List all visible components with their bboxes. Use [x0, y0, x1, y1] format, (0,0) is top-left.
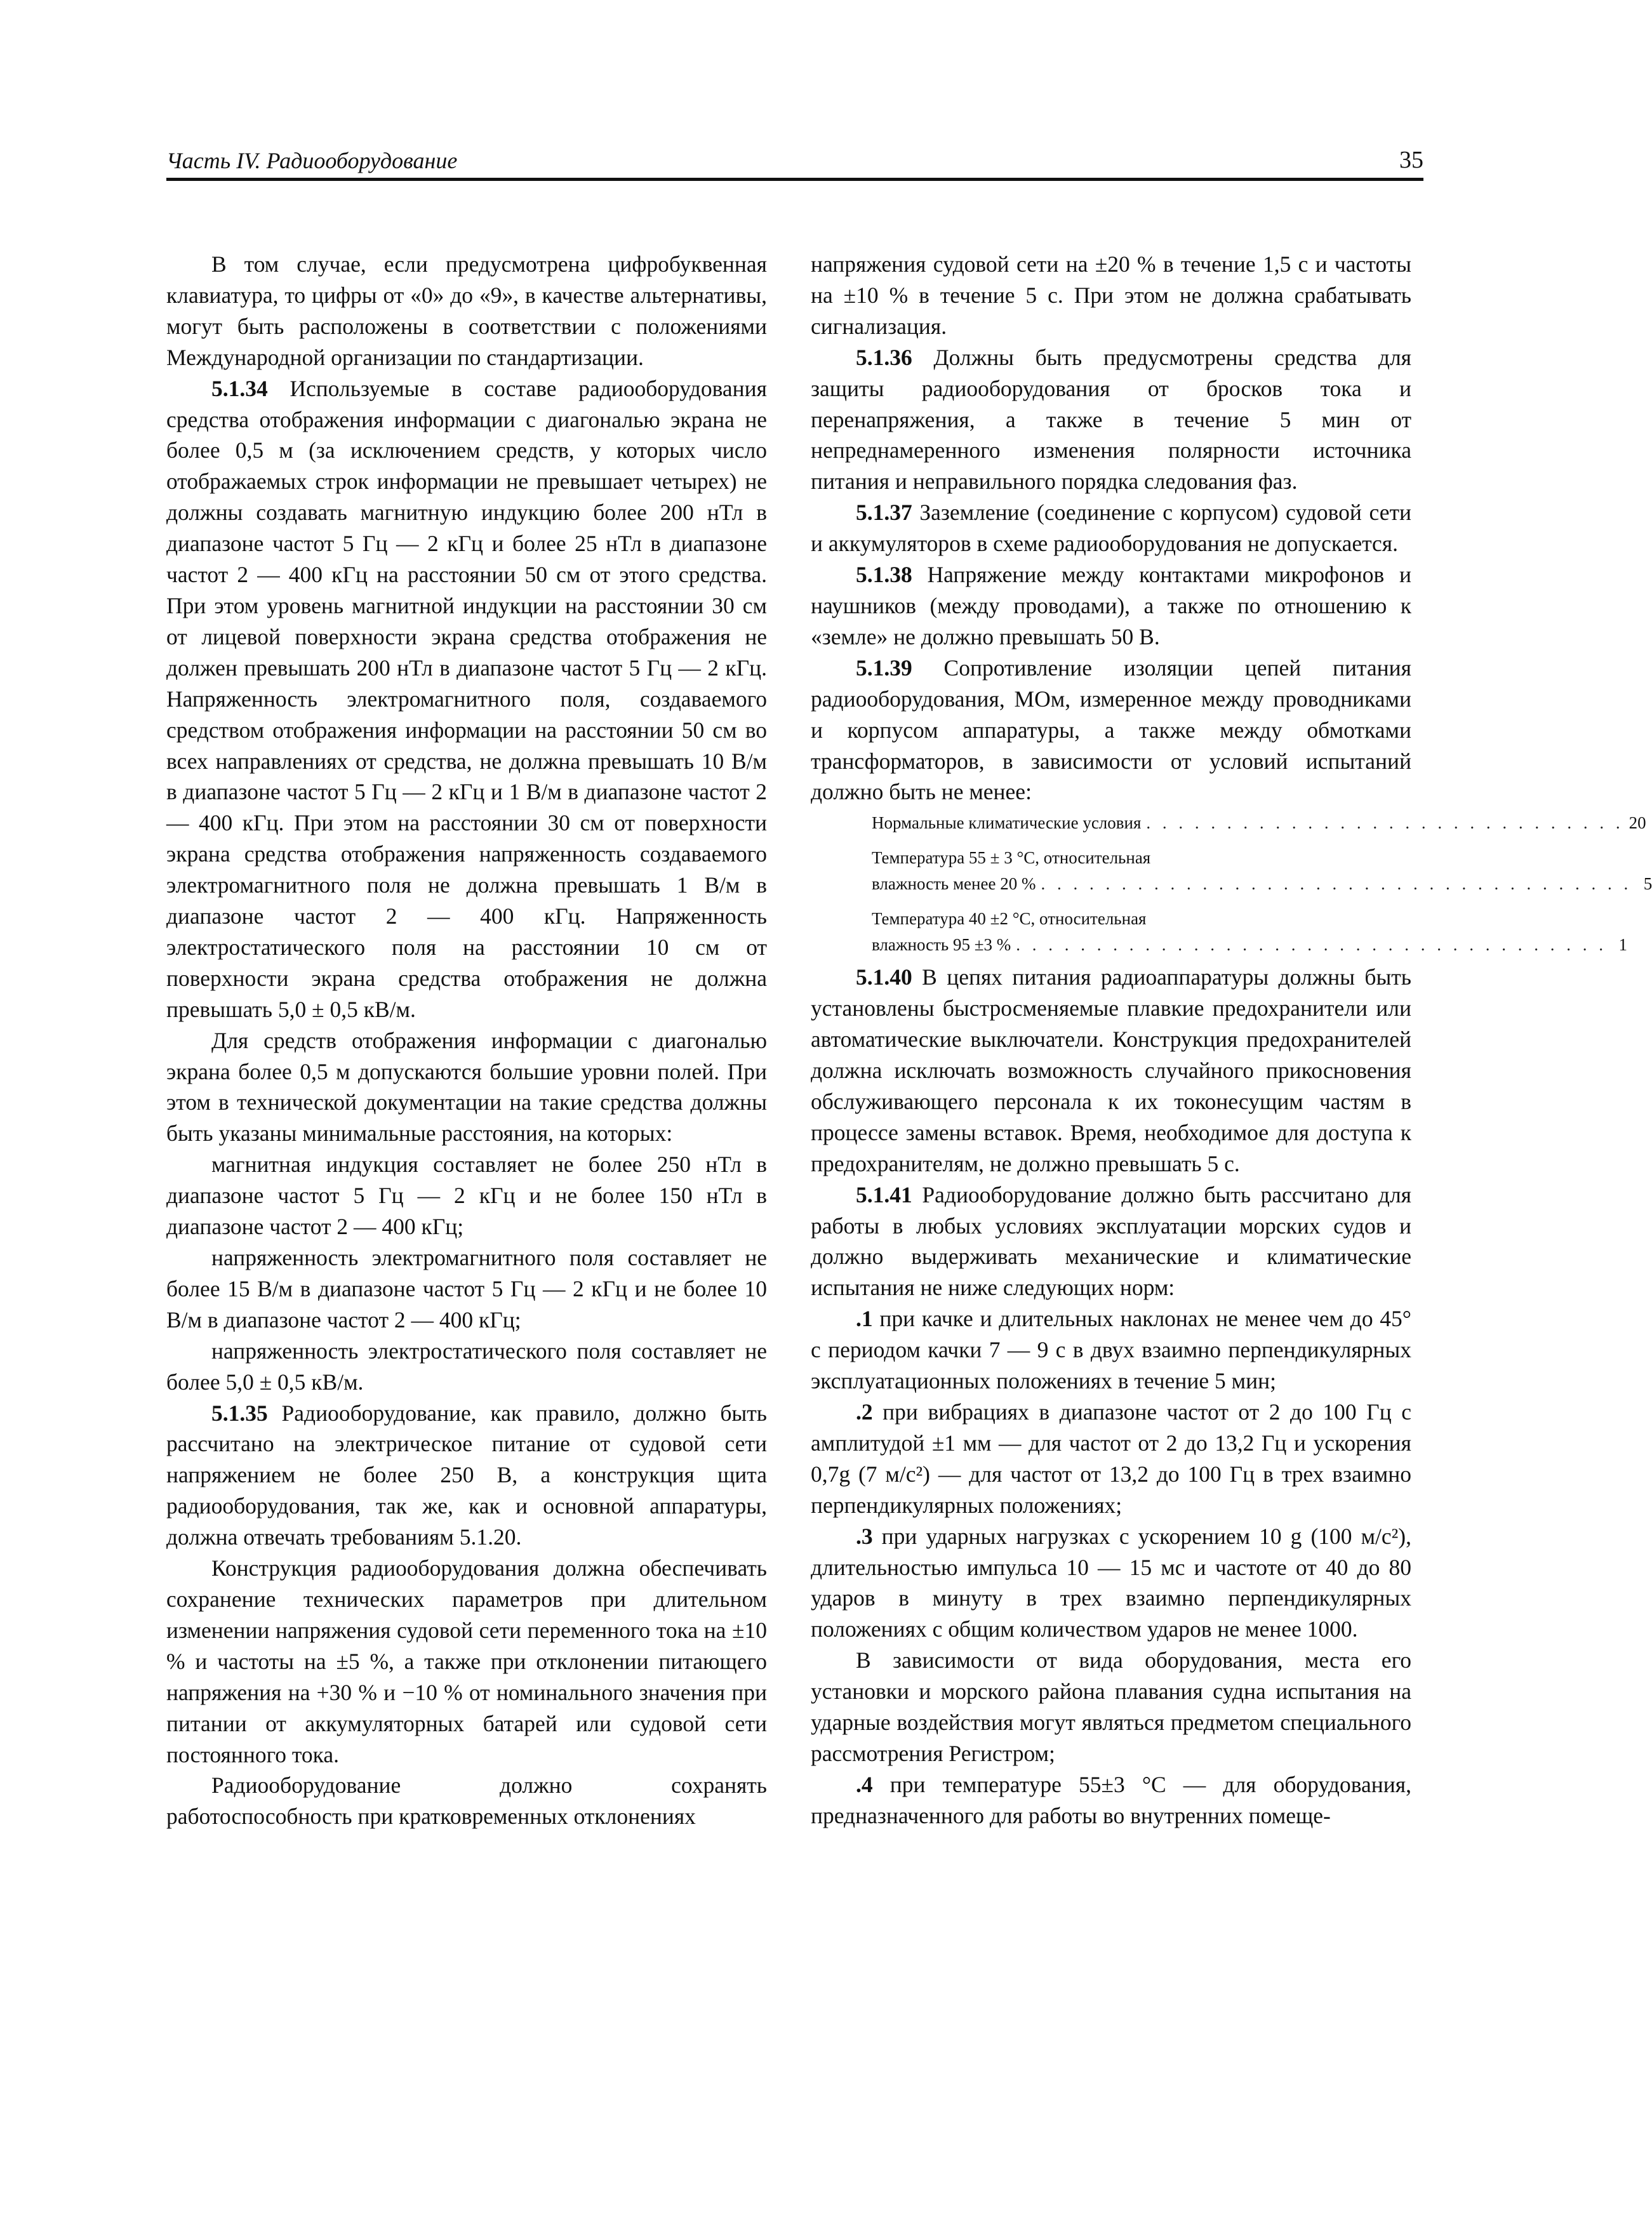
condition-row	[872, 871, 1652, 897]
condition-value: 20	[1629, 813, 1646, 833]
left-column	[166, 249, 767, 1832]
paragraph: Конструкция радиооборудования должна обеспечивать сохранение технических параметров при длительном изменении напряжения судовой сети переменного тока на ±10 % и частоты на ±5 %, а также при отклонении питающего напряжения на +30 % и −10 % от номинального значения при питании от аккумуляторных батарей или судовой сети постоянного тока.	[166, 1555, 767, 1767]
paragraph: напряжения судовой сети на ±20 % в течение 1,5 с и частоты на ±10 % в течение 5 с. При этом не должна срабатывать сигнализация.	[811, 251, 1411, 339]
clause-text: Радиооборудование должно быть рассчитано для работы в любых условиях эксплуатации морских судов и должно выдерживать механические и климатические испытания не ниже следующих норм:	[811, 1181, 1411, 1301]
item-number: .2	[856, 1399, 873, 1425]
page-header	[166, 142, 1423, 181]
list-item: напряженность электромагнитного поля составляет не более 15 В/м в диапазоне частот 5 Гц — 2 кГц и не более 10 В/м в диапазоне частот 2 — 400 кГц;	[166, 1245, 767, 1333]
list-item-2	[811, 1397, 1411, 1521]
item-number: .4	[856, 1771, 873, 1797]
leader-dots: . . . . . . . . . . . . . . . . . . . . . . . . . . . . . . . . . . . . .	[1041, 874, 1632, 894]
clause-text: Радиооборудование, как правило, должно быть рассчитано на электрическое питание от судовой сети напряжением не более 250 В, а конструкция щита радиооборудования, так же, как и основной аппаратуры, должна отвечать требованиям 5.1.20.	[166, 1400, 767, 1550]
condition-value: 5	[1643, 874, 1652, 894]
item-text: при вибрациях в диапазоне частот от 2 до 100 Гц с амплитудой ±1 мм — для частот от 2 до 13,2 Гц и ускорения 0,7g (7 м/с²) — для частот от 13,2 до 100 Гц в трех взаимно перпендикулярных положениях;	[811, 1399, 1411, 1518]
leader-dots: . . . . . . . . . . . . . . . . . . . . . . . . . . . . . .	[1146, 813, 1624, 833]
item-text: при качке и длительных наклонах не менее чем до 45° с периодом качки 7 — 9 с в двух взаимно перпендикулярных эксплуатационных положениях в течение 5 мин;	[811, 1306, 1411, 1394]
condition-group	[872, 906, 1628, 958]
clause-text: В цепях питания радиоаппаратуры должны быть установлены быстросменяемые плавкие предохранители или автоматические выключатели. Конструкция предохранителей должна исключать возможность случайного прикосновения обслуживающего персонала к их токонесущим частям в процессе замены вставок. Время, необходимое для доступа к предохранителям, не должно превышать 5 с.	[811, 964, 1411, 1176]
clause-5-1-39	[811, 653, 1411, 808]
clause-text: Напряжение между контактами микрофонов и наушников (между проводами), а также по отношению к «земле» не должно превышать 50 В.	[811, 562, 1411, 649]
item-number: .1	[856, 1306, 873, 1332]
clause-text: Сопротивление изоляции цепей питания радиооборудования, МОм, измеренное между проводниками и корпусом аппаратуры, а также между обмотками трансформаторов, в зависимости от условий испытаний должно быть не менее:	[811, 655, 1411, 805]
clause-5-1-36	[811, 342, 1411, 498]
clause-number: 5.1.40	[856, 964, 912, 990]
clause-text: Должны быть предусмотрены средства для защиты радиооборудования от бросков тока и перенапряжения, а также в течение 5 мин от непреднамеренного изменения полярности источника питания и неправильного порядка следования фаз.	[811, 344, 1411, 495]
paragraph: Радиооборудование должно сохранять работоспособность при кратковременных отклонениях	[166, 1772, 767, 1830]
condition-label-cont: влажность менее 20 %	[872, 874, 1036, 894]
clause-number: 5.1.38	[856, 562, 912, 588]
item-text: при ударных нагрузках с ускорением 10 g (100 м/с²), длительностью импульса 10 — 15 мс и частоте от 40 до 80 ударов в минуту в трех взаимно перпендикулярных положениях с общим количеством ударов не менее 1000.	[811, 1523, 1411, 1642]
running-title: Часть IV. Радиооборудование	[166, 148, 458, 173]
clause-number: 5.1.35	[211, 1400, 268, 1426]
page-number: 35	[1399, 147, 1423, 173]
clause-number: 5.1.36	[856, 344, 912, 370]
condition-label-cont: влажность 95 ±3 %	[872, 935, 1011, 955]
list-item: магнитная индукция составляет не более 250 нТл в диапазоне частот 5 Гц — 2 кГц и не более 150 нТл в диапазоне частот 2 — 400 кГц;	[166, 1152, 767, 1240]
clause-5-1-35	[166, 1398, 767, 1553]
clause-text: Заземление (соединение с корпусом) судовой сети и аккумуляторов в схеме радиооборудования не допускается.	[811, 500, 1411, 557]
list-item-1	[811, 1303, 1411, 1397]
clause-number: 5.1.34	[211, 375, 268, 401]
list-item-3	[811, 1521, 1411, 1645]
clause-5-1-38	[811, 559, 1411, 653]
condition-label: Нормальные климатические условия	[872, 813, 1142, 833]
condition-row	[872, 932, 1628, 958]
clause-text: Используемые в составе радиооборудования средства отображения информации с диагональю экрана не более 0,5 м (за исключением средств, у которых число отображаемых строк информации не превышает четырех) не должны создавать магнитную индукцию более 200 нТл в диапазоне частот 5 Гц — 2 кГц и более 25 нТл в диапазоне частот 2 — 400 кГц на расстоянии 50 см от этого средства. При этом уровень магнитной индукции на расстоянии 30 см от лицевой поверхности экрана средства отображения не должен превышать 200 нТл в диапазоне частот 5 Гц — 2 кГц. Напряженность электромагнитного поля, создаваемого средством отображения информации на расстоянии 50 см во всех направлениях от средства, не должна превышать 10 В/м в диапазоне частот 5 Гц — 2 кГц и 1 В/м в диапазоне частот 2 — 400 кГц. При этом на расстоянии 30 см от поверхности экрана средства отображения напряженность создаваемого электромагнитного поля не должна превышать 1 В/м в диапазоне частот 2 — 400 кГц. Напряженность электростатического поля на расстоянии 10 см от поверхности экрана средства отображения не должна превышать 5,0 ± 0,5 кВ/м.	[166, 375, 767, 1022]
clause-number: 5.1.39	[856, 655, 912, 681]
condition-label: Температура 55 ± 3 °С, относительная	[872, 848, 1151, 868]
paragraph: В зависимости от вида оборудования, места его установки и морского района плавания судна испытания на ударные воздействия могут являться предметом специального рассмотрения Регистром;	[811, 1647, 1411, 1766]
clause-number: 5.1.37	[856, 500, 912, 526]
item-text: при температуре 55±3 °С — для оборудования, предназначенного для работы во внутренних помеще-	[811, 1771, 1411, 1828]
item-number: .3	[856, 1523, 873, 1549]
condition-value: 1	[1618, 935, 1628, 955]
clause-5-1-40	[811, 962, 1411, 1179]
paragraph: В том случае, если предусмотрена цифробуквенная клавиатура, то цифры от «0» до «9», в качестве альтернативы, могут быть расположены в соответствии с положениями Международной организации по стандартизации.	[166, 251, 767, 370]
clause-5-1-34	[166, 373, 767, 1025]
clause-5-1-41	[811, 1180, 1411, 1304]
condition-row	[872, 810, 1646, 836]
clause-5-1-37	[811, 497, 1411, 559]
right-column	[811, 249, 1652, 1831]
list-item: напряженность электростатического поля составляет не более 5,0 ± 0,5 кВ/м.	[166, 1338, 767, 1395]
insulation-conditions-table	[811, 810, 1652, 958]
condition-label: Температура 40 ±2 °С, относительная	[872, 909, 1147, 929]
list-item-4	[811, 1769, 1411, 1831]
leader-dots: . . . . . . . . . . . . . . . . . . . . . . . . . . . . . . . . . . . . .	[1016, 935, 1608, 955]
condition-group	[872, 845, 1652, 897]
paragraph: Для средств отображения информации с диагональю экрана более 0,5 м допускаются большие уровни полей. При этом в технической документации на такие средства должны быть указаны минимальные расстояния, на которых:	[166, 1027, 767, 1147]
clause-number: 5.1.41	[856, 1181, 912, 1207]
